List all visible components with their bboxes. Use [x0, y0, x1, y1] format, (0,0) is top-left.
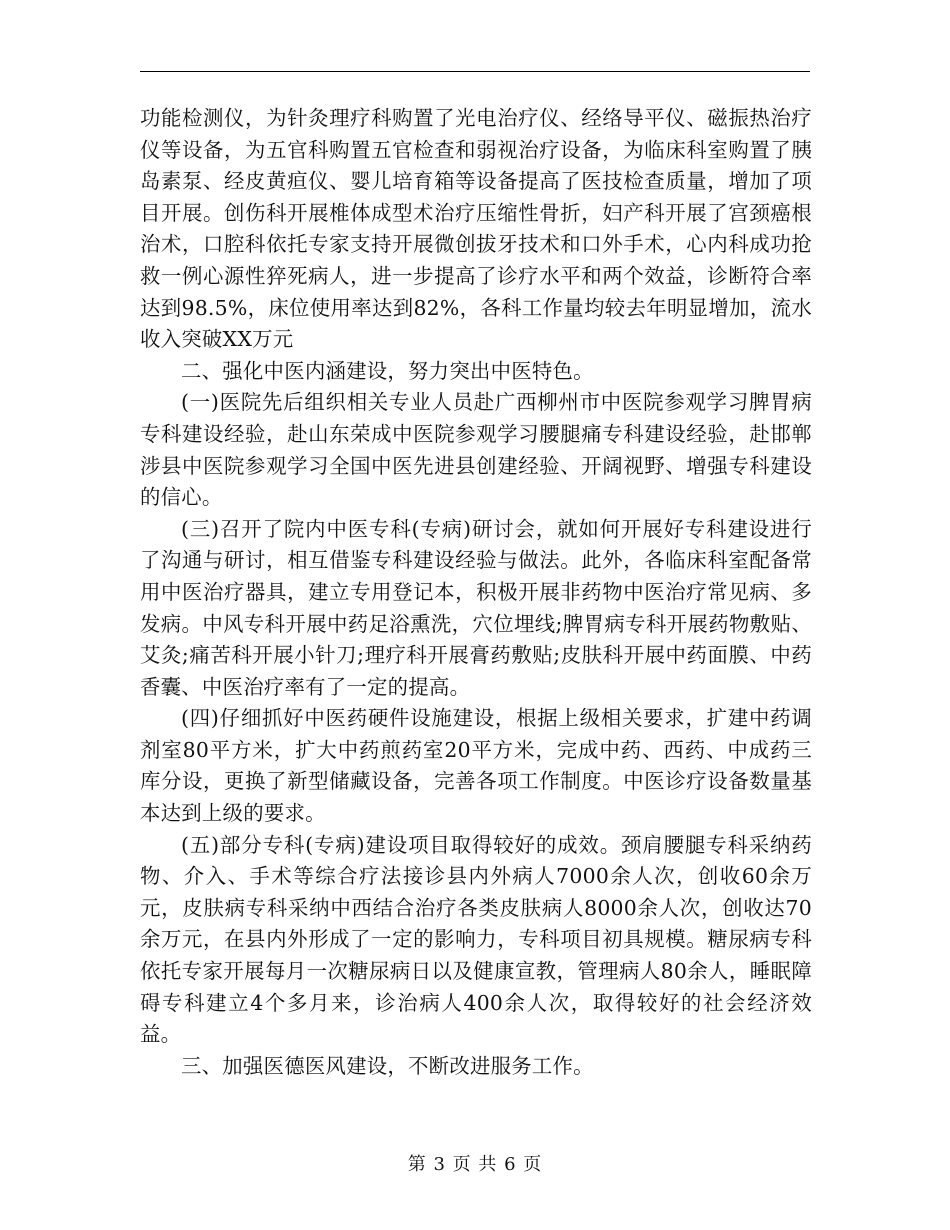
paragraph-item-1: (一)医院先后组织相关专业人员赴广西柳州市中医院参观学习脾胃病专科建设经验，赴山东荣成中医院参观学习腰腿痛专科建设经验，赴邯郸涉县中医院参观学习全国中医先进县创建经验、开阔视野、增强专科建设的信心。: [140, 390, 812, 510]
section-heading-ethics: 三、加强医德医风建设，不断改进服务工作。: [181, 1053, 594, 1078]
section-heading-tcm: 二、强化中医内涵建设，努力突出中医特色。: [181, 358, 594, 383]
page-number-footer: 第 3 页 共 6 页: [407, 1154, 543, 1175]
paragraph-equipment: 功能检测仪，为针灸理疗科购置了光电治疗仪、经络导平仪、磁振热治疗仪等设备，为五官科购置五官检查和弱视治疗设备，为临床科室购置了胰岛素泵、经皮黄疸仪、婴儿培育箱等设备提高了医技检查质量，增加了项目开展。创伤科开展椎体成型术治疗压缩性骨折，妇产科开展了宫颈癌根治术，口腔科依托专家支持开展微创拔牙技术和口外手术，心内科成功抢救一例心源性猝死病人，进一步提高了诊疗水平和两个效益，诊断符合率达到98.5%，床位使用率达到82%，各科工作量均较去年明显增加，流水收入突破XX万元: [140, 106, 812, 352]
header-rule: [140, 71, 810, 72]
paragraph-item-4: (四)仔细抓好中医药硬件设施建设，根据上级相关要求，扩建中药调剂室80平方米，扩大中药煎药室20平方米，完成中药、西药、中成药三库分设，更换了新型储藏设备，完善各项工作制度。中医诊疗设备数量基本达到上级的要求。: [140, 706, 812, 826]
paragraph-item-5: (五)部分专科(专病)建设项目取得较好的成效。颈肩腰腿专科采纳药物、介入、手术等综合疗法接诊县内外病人7000余人次，创收60余万元，皮肤病专科采纳中西结合治疗各类皮肤病人8000余人次，创收达70余万元，在县内外形成了一定的影响力，专科项目初具规模。糖尿病专科依托专家开展每月一次糖尿病日以及健康宣教，管理病人80余人，睡眠障碍专科建立4个多月来，诊治病人400余人次，取得较好的社会经济效益。: [140, 832, 812, 1047]
document-body: [140, 103, 812, 1082]
paragraph-item-3: (三)召开了院内中医专科(专病)研讨会，就如何开展好专科建设进行了沟通与研讨，相互借鉴专科建设经验与做法。此外，各临床科室配备常用中医治疗器具，建立专用登记本，积极开展非药物中医治疗常见病、多发病。中风专科开展中药足浴熏洗，穴位埋线;脾胃病专科开展药物敷贴、艾灸;痛苦科开展小针刀;理疗科开展膏药敷贴;皮肤科开展中药面膜、中药香囊、中医治疗率有了一定的提高。: [140, 516, 812, 699]
